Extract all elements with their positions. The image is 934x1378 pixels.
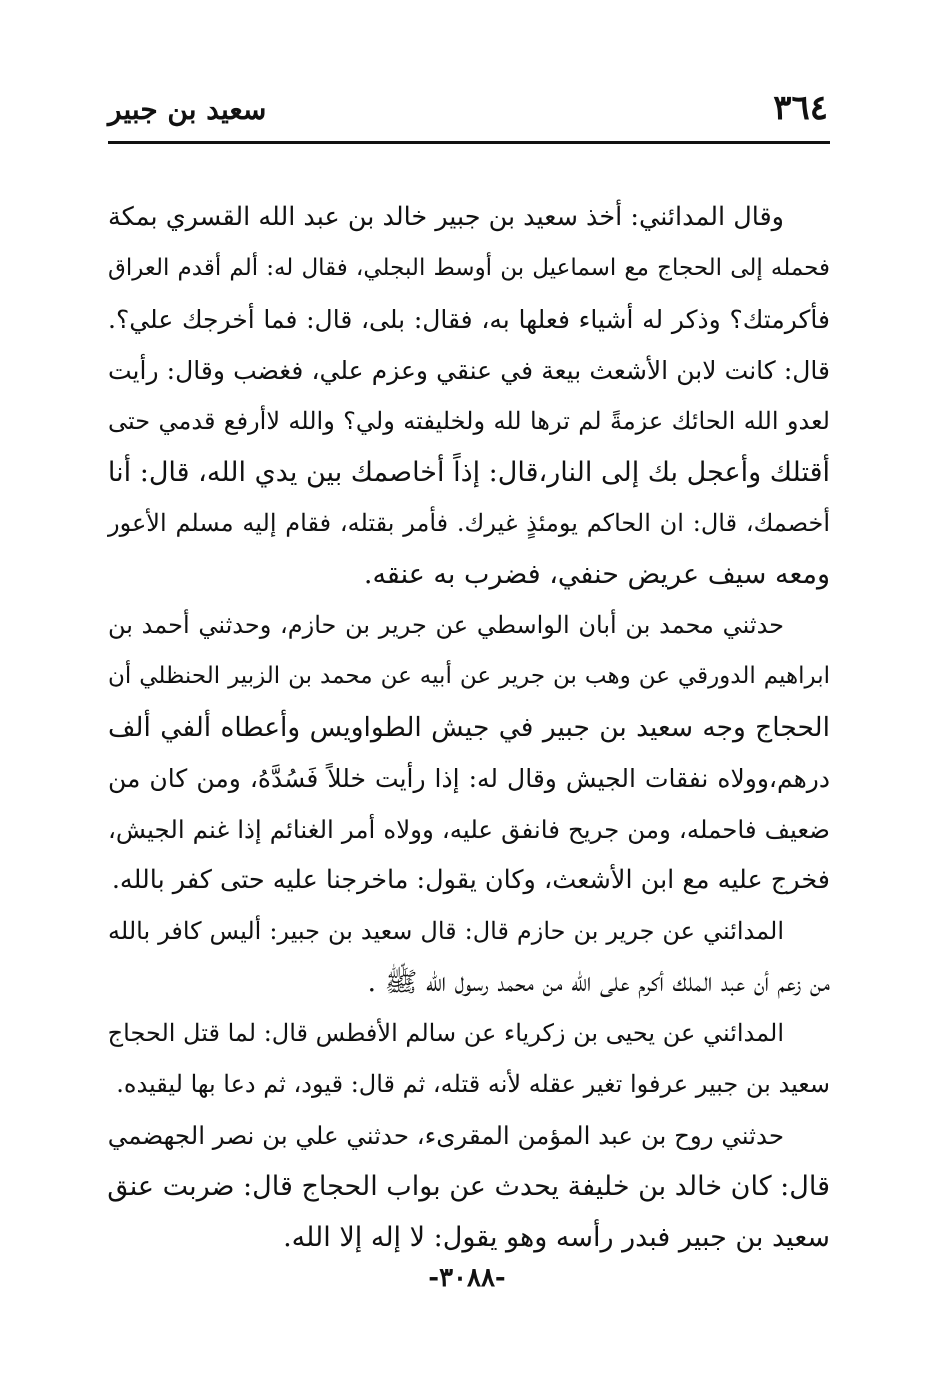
text-line: الحجاج وجه سعيد بن جبير في جيش الطواويس وأعطاه ألفي ألف xyxy=(108,712,830,743)
body-text xyxy=(108,192,830,1263)
text-line: من زعم أن عبد الملك أكرم على الله من محمد رسول الله ﷺ . xyxy=(367,967,830,998)
text-line: لعدو الله الحائك عزمةً لم ترها لله ولخليفته ولي؟ والله لاأرفع قدمي حتى xyxy=(108,407,830,435)
page-number: ٣٦٤ xyxy=(773,88,828,128)
header-rule xyxy=(108,141,830,144)
text-line: حدثني محمد بن أبان الواسطي عن جرير بن حازم، وحدثني أحمد بن xyxy=(108,611,784,639)
text-line: فأكرمتك؟ وذكر له أشياء فعلها به، فقال: بلى، قال: فما أخرجك علي؟. xyxy=(108,305,830,334)
text-line: فحمله إلى الحجاج مع اسماعيل بن أوسط البجلي، فقال له: ألم أقدم العراق xyxy=(108,255,830,281)
text-line: أخصمك، قال: ان الحاكم يومئذٍ غيرك. فأمر بقتله، فقام إليه مسلم الأعور xyxy=(108,509,830,537)
text-line: المدائني عن جرير بن حازم قال: قال سعيد بن جبير: أليس كافر بالله xyxy=(108,917,784,945)
text-line: درهم،وولاه نفقات الجيش وقال له: إذا رأيت خللاً فَسُدَّهُ، ومن كان من xyxy=(108,764,830,793)
text-line: سعيد بن جبير فبدر رأسه وهو يقول: لا إله إلا الله. xyxy=(283,1222,830,1253)
text-line: ابراهيم الدورقي عن وهب بن جرير عن أبيه عن محمد بن الزبير الحنظلي أن xyxy=(108,663,830,689)
text-line: قال: كانت لابن الأشعث بيعة في عنقي وعزم علي، فغضب وقال: رأيت xyxy=(108,356,830,385)
text-line: ومعه سيف عريض حنفي، فضرب به عنقه. xyxy=(363,559,830,590)
footer-page-number: -٣٠٨٨- xyxy=(428,1263,506,1293)
text-line: ضعيف فاحمله، ومن جريح فانفق عليه، وولاه أمر الغنائم إذا غنم الجيش، xyxy=(108,815,830,844)
text-line: حدثني روح بن عبد المؤمن المقرىء، حدثني علي بن نصر الجهضمي xyxy=(107,1121,784,1150)
text-line: أقتلك وأعجل بك إلى النار،قال: إذاً أخاصمك بين يدي الله، قال: أنا xyxy=(107,457,830,488)
page-header xyxy=(108,86,828,136)
running-title: سعيد بن جبير xyxy=(108,93,267,126)
text-line: فخرج عليه مع ابن الأشعث، وكان يقول: ماخرجنا عليه حتى كفر بالله. xyxy=(111,865,830,895)
text-line: وقال المدائني: أخذ سعيد بن جبير خالد بن عبد الله القسري بمكة xyxy=(108,202,784,232)
text-line: قال: كان خالد بن خليفة يحدث عن بواب الحجاج قال: ضربت عنق xyxy=(107,1171,830,1202)
text-line: المدائني عن يحيى بن زكرياء عن سالم الأفطس قال: لما قتل الحجاج xyxy=(107,1019,784,1047)
text-line: سعيد بن جبير عرفوا تغير عقله لأنه قتله، ثم قال: قيود، ثم دعا بها ليقيده. xyxy=(116,1070,830,1098)
